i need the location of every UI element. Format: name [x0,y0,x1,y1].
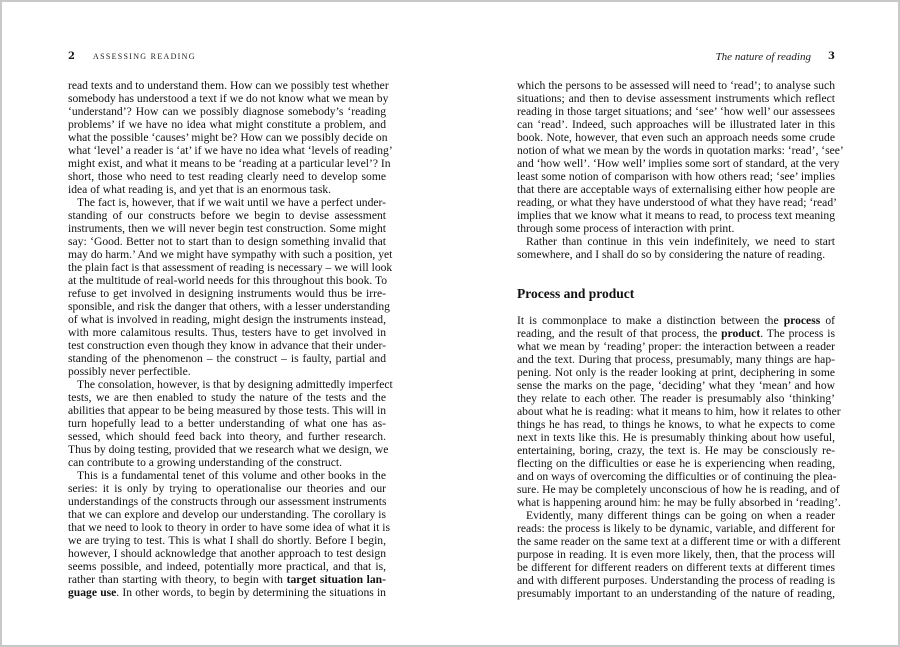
text-run: and ‘how well’. ‘How well’ implies some sort of standard, at the very [517,157,840,170]
text-run: refuse to get involved in designing instruments would thus be irre- [68,287,386,300]
text-run: through some process of interaction with print. [517,222,735,235]
text-run: understandings of the constructs through our assessment instruments [68,495,387,508]
text-run: test construction even though they know in advance that their under- [68,339,386,352]
text-line [68,196,386,209]
text-run: . The process is [760,327,835,340]
text-run: series: it is only by trying to operationalise our theories and our [68,482,386,495]
text-line [68,534,386,547]
text-run: of what is involved in reading, might design the instruments instead, [68,313,386,326]
text-line [68,287,386,300]
text-line [517,79,835,92]
text-run: turn hopefully lead to a better understanding of what one has as- [68,417,386,430]
text-line [517,509,835,522]
text-line [68,456,386,469]
text-line [517,183,835,196]
text-line [68,105,386,118]
text-run: which the persons to be assessed will need to ‘read’; to analyse such [517,79,835,92]
text-line [68,222,386,235]
text-line [517,209,835,222]
left-page-body-text [68,79,393,599]
text-run: that we need to look to theory in order to have some idea of what it is [68,521,390,534]
text-run: might exist, and what it means to be ‘reading at a particular level’? In [68,157,391,170]
text-line [517,92,835,105]
chapter-title-running-head: The nature of reading [715,51,811,63]
text-run: The consolation, however, is that by designing admittedly imperfect [77,378,393,391]
text-line [517,314,835,327]
text-line [517,196,835,209]
text-line [517,366,835,379]
text-line [517,327,835,340]
text-line [517,405,841,418]
text-run: can contribute to a growing understanding of the construct. [68,456,342,469]
text-run: reading, or what they have understood of what they have read; ‘read’ [517,196,837,209]
text-run: least some notion of comparison with how others read; ‘see’ implies [517,170,835,183]
text-run: short, those who need to test reading clearly need to develop some [68,170,386,183]
text-run: purpose in reading. It is even more likely, then, that the process will [517,548,835,561]
text-line [68,443,389,456]
bold-term: process [783,314,821,327]
text-line [68,131,386,144]
text-run: be different for different readers on different texts at different times [517,561,835,574]
text-line [517,457,835,470]
text-run: read texts and to understand them. How can we possibly test whether [68,79,389,92]
text-line [517,496,841,509]
text-line [68,404,386,417]
text-run: presumably important to an understanding of the nature of reading, [517,587,835,600]
text-run: sense the marks on the page, ‘deciding’ what they ‘mean’ and how [517,379,835,392]
text-line [68,79,389,92]
text-run: standing of the phenomenon – the construct – is faulty, partial and [68,352,386,365]
text-run: problems’ if we have no idea what might constitute a problem, and [68,118,386,131]
text-run: that we can explore and develop our understanding. The corollary is [68,508,386,521]
right-page-body-text [517,79,844,600]
text-run: ‘understand’? How can we possibly diagnose somebody’s ‘reading [68,105,386,118]
text-line [68,430,386,443]
text-run: the plain fact is that assessment of reading is necessary – we will look [68,261,393,274]
text-line [68,339,386,352]
text-run: what ‘level’ a reader is ‘at’ if we have no idea what ‘levels of reading’ [68,144,393,157]
text-run: abilities that appear to be being measured by those tests. This will in [68,404,386,417]
text-run: say: ‘Good. Better not to start than to design something invalid that [68,235,386,248]
text-line [517,222,835,235]
text-line [68,248,393,261]
text-line [517,548,835,561]
text-run: and on ways of overcoming the difficulties or of continuing the plea- [517,470,837,483]
text-run: This is a fundamental tenet of this volume and other books in the [77,469,386,482]
text-run: reading, and the result of that process, the [517,327,722,340]
left-running-head [68,51,386,65]
text-run: implies that we know what it means to read, to process text meaning [517,209,835,222]
text-run: at the multitude of real-world needs for this throughout this book. To [68,274,388,287]
text-run: can ‘read’. Indeed, such approaches will be illustrated later in this [517,118,835,131]
text-line [68,547,386,560]
section-heading: Process and product [517,286,635,301]
text-line [517,248,835,261]
text-line [517,561,835,574]
text-run: sessed, which should feed back into theory, and further research. [68,430,386,443]
text-line [517,105,835,118]
bold-term: target situation lan- [286,573,386,586]
text-line [68,560,386,573]
text-line [68,144,393,157]
text-run: notion of what we mean by the words in quotation marks: ‘read’, ‘see’ [517,144,844,157]
text-run: somewhere, and I shall do so by considering the nature of reading. [517,248,826,261]
text-line [517,535,841,548]
text-run: about what he is reading: what it means to him, how it relates to other [517,405,841,418]
text-run: Rather than continue in this vein indefinitely, we need to start [526,235,835,248]
text-line [68,586,386,599]
text-run: they relate to each other. The reader is presumably also ‘thinking’ [517,392,835,405]
text-line [517,483,840,496]
text-line [68,209,386,222]
text-line [68,261,393,274]
left-page [68,2,393,645]
text-run: things he has read, to things he knows, to what he expects to come [517,418,835,431]
text-run: of [820,314,835,327]
text-run: the same reader on the same text at a different time or with a different [517,535,841,548]
text-run: Thus by doing testing, provided that we research what we design, we [68,443,389,456]
page-number: 3 [828,51,835,62]
text-run: situations; and then to devise assessment instruments which reflect [517,92,835,105]
text-run: somebody has understood a text if we do not know what we mean by [68,92,389,105]
text-line [68,274,386,287]
text-run: however, I should acknowledge that another approach to test design [68,547,386,560]
text-run: what the possible ‘causes’ might be? How can we possibly decide on [68,131,388,144]
page-number: 2 [68,51,75,62]
text-line [68,521,390,534]
text-run: sure. He may be completely unconscious of how he is reading, and of [517,483,840,496]
text-line [68,170,386,183]
text-run: rather than starting with theory, to begin with [68,573,287,586]
text-line [517,353,835,366]
text-run: and with different purposes. Understanding the process of reading is [517,574,835,587]
text-run: we are trying to test. This is what I shall do shortly. Before I begin, [68,534,386,547]
text-line [517,157,840,170]
text-line [517,574,835,587]
text-run: tests, we are then enabled to study the nature of the tests and the [68,391,386,404]
text-run: seems possible, and indeed, potentially more practical, and that is, [68,560,386,573]
text-run: . In other words, to begin by determining the situations in [116,586,386,599]
text-line [68,482,386,495]
text-line [68,469,386,482]
text-line [517,118,835,131]
text-line [68,495,386,508]
text-line [517,340,835,353]
right-running-head [517,51,835,65]
text-run: with more calamitous results. Thus, testers have to get involved in [68,326,386,339]
text-line [68,326,386,339]
text-line [517,379,835,392]
text-line [517,522,835,535]
text-line [68,391,386,404]
text-line [68,378,393,391]
text-before-heading [517,79,844,261]
text-line [517,131,835,144]
text-run: and the text. During that process, presumably, many things are hap- [517,353,835,366]
text-run: pening. Not only is the reader looking at print, deciphering in some [517,366,835,379]
text-after-heading [517,314,841,600]
text-run: It is commonplace to make a distinction between the [517,314,784,327]
text-line [68,365,386,378]
text-run: next in texts like this. He is presumably thinking about how useful, [517,431,835,444]
text-run: that there are acceptable ways of externalising either how people are [517,183,835,196]
text-line [68,352,386,365]
text-run: flecting on the difficulties or ease he is experiencing when reading, [517,457,835,470]
bold-term: guage use [68,586,117,599]
text-run: idea of what reading is, and yet that is an enormous task. [68,183,332,196]
text-line [517,470,835,483]
text-run: standing of our constructs before we begin to devise assessment [68,209,386,222]
text-line [68,508,386,521]
text-run: what we mean by ‘reading’ proper: the interaction between a reader [517,340,835,353]
text-run: book. Note, however, that even such an approach needs some crude [517,131,835,144]
text-line [68,157,391,170]
text-run: may do harm.’ And we might have sympathy with such a position, yet [68,248,393,261]
text-run: The fact is, however, that if we wait until we have a perfect under- [77,196,386,209]
text-run: sponsible, and risk the danger that others, with a lesser understanding [68,300,390,313]
text-run: what is happening around him: he may be fully absorbed in ‘reading’. [517,496,841,509]
text-line [517,431,835,444]
text-line [68,183,386,196]
text-run: possibly never perfectible. [68,365,191,378]
text-line [68,573,386,586]
text-line [517,444,835,457]
text-run: entertaining, boring, crazy, the text is. He may be consciously re- [517,444,835,457]
text-line [68,235,386,248]
text-line [517,392,835,405]
text-line [517,587,835,600]
text-run: reading in those target situations; and ‘see’ ‘how well’ our assessees [517,105,835,118]
text-line [68,118,386,131]
text-line [517,170,835,183]
text-line [68,313,386,326]
text-run: instruments, then we will never begin test construction. Some might [68,222,386,235]
bold-term: product [721,327,761,340]
text-line [517,144,844,157]
text-line [68,92,389,105]
text-run: reads: the process is likely to be dynamic, variable, and different for [517,522,835,535]
text-line [517,235,835,248]
text-line [68,300,390,313]
text-line [68,417,386,430]
book-title-running-head: ASSESSING READING [93,52,196,61]
text-line [517,418,835,431]
right-page [517,2,844,645]
text-run: Evidently, many different things can be going on when a reader [526,509,835,522]
